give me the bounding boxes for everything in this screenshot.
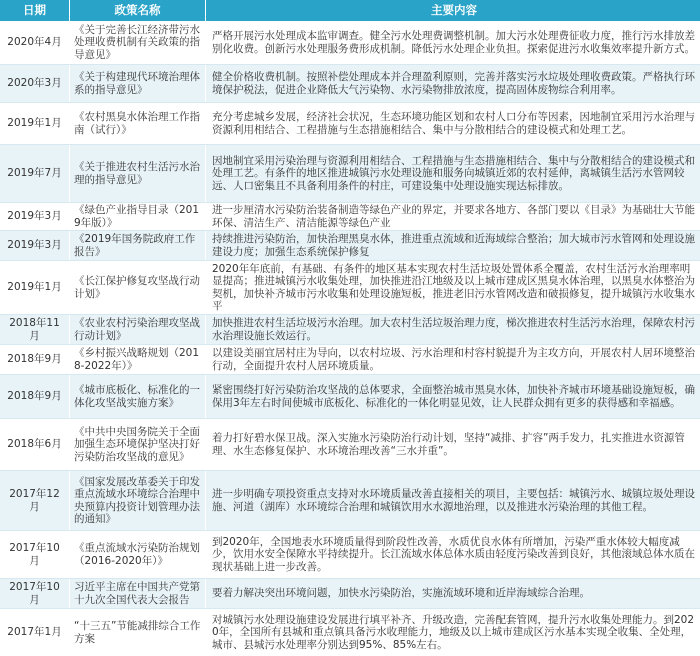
table-row bbox=[0, 203, 700, 231]
policy-name-cell: 《国家发展改革委关于印发重点流域水环境综合治理中央预算内投资计划管理办法的通知》 bbox=[70, 471, 206, 530]
main-content-cell: 进一步明确专项投资重点支持对水环境质量改善直接相关的项目，主要包括：城镇污水、城镇垃圾处理设施、河道（湖库）水环境综合治理和城镇饮用水水源地治理，以及推进水污染治理的其他工程。 bbox=[212, 488, 695, 513]
main-content-cell: 加快推进农村生活垃圾污水治理。加大农村生活垃圾治理力度，梯次推进农村生活污水治理，保障农村污水治理设施长效运行。 bbox=[212, 317, 695, 342]
table-row bbox=[0, 375, 700, 419]
table-row bbox=[0, 345, 700, 375]
date-cell: 2018年11月 bbox=[0, 315, 70, 344]
policy-name-cell: 《关于推进农村生活污水治理的指导意见》 bbox=[70, 145, 206, 202]
date-cell: 2018年6月 bbox=[0, 419, 70, 470]
table-row bbox=[0, 231, 700, 261]
policy-name-cell: 《绿色产业指导目录（2019年版）》 bbox=[70, 203, 206, 230]
table-row bbox=[0, 471, 700, 531]
policy-name-cell: 《乡村振兴战略规划（2018-2022年）》 bbox=[70, 345, 206, 374]
main-content-cell: 严格开展污水处理成本监审调查。健全污水处理费调整机制。加大污水处理费征收力度，推行污水排放差别化收费。创新污水处理服务费形成机制。降低污水处理企业负担。探索促进污水收集效率提升新方式。 bbox=[212, 30, 695, 55]
main-content-cell: 因地制宜采用污染治理与资源利用相结合、工程措施与生态措施相结合、集中与分散相结合的建设模式和处理工艺。有条件的地区推进城镇污水处理设施和服务向城镇近郊的农村延伸，离城镇生活污水管网较远、人口密集且不具备利用条件的村庄，可建设集中处理设施实现达标排放。 bbox=[212, 154, 695, 192]
policy-name-cell: 《关于完善长江经济带污水处理收费机制有关政策的指导意见》 bbox=[70, 21, 206, 64]
date-cell: 2019年1月 bbox=[0, 261, 70, 314]
main-content-cell: 到2020年，全国地表水环境质量得到阶段性改善，水质优良水体有所增加，污染严重水体较大幅度减少，饮用水安全保障水平持续提升。长江流域水体总体水质由轻度污染改善到良好，其他滚域总体水质在现状基础上进一步改善。 bbox=[212, 535, 695, 573]
policy-name-cell: 习近平主席在中国共产党第十九次全国代表大会报告 bbox=[70, 579, 206, 608]
main-content-cell: 充分考虑城乡发展，经济社会状况，生态环境功能区划和农村人口分布等因素，因地制宜采用污水治理与资源利用相结合、工程措施与生态措施相结合、集中与分散相结合的建设模式和处理工艺。 bbox=[212, 111, 695, 136]
header-policy-name: 政策名称 bbox=[70, 0, 206, 21]
policy-name-cell: 《城市底板化、标准化的一体化攻坚战实施方案》 bbox=[70, 375, 206, 418]
date-cell: 2018年9月 bbox=[0, 345, 70, 374]
main-content-cell: 进一步厘清水污染防治装备制造等绿色产业的界定，并要求各地方、各部门要以《目录》为基础壮大节能环保、清洁生产、清洁能源等绿色产业 bbox=[212, 204, 695, 229]
date-cell: 2020年4月 bbox=[0, 21, 70, 64]
date-cell: 2019年3月 bbox=[0, 203, 70, 230]
header-date: 日期 bbox=[0, 0, 70, 21]
date-cell: 2019年3月 bbox=[0, 231, 70, 260]
main-content-cell: 着力打好碧水保卫战。深入实施水污染防治行动计划，坚持“减排、扩容”两手发力，扎实推进水资源管理、水生态修复保护、水环境治理改善“三水并重”。 bbox=[212, 432, 685, 457]
policy-name-cell: 《重点流域水污染防治规划（2016-2020年）》 bbox=[70, 531, 206, 578]
table-row bbox=[0, 609, 700, 656]
main-content-cell: 对城镇污水处理设施建设发展进行填平补齐、升级改造，完善配套管网，提升污水收集处理能力。到2020年，全国所有县城和重点镇具备污水收理能力，地级及以上城市建成区污水基本实现全收集、全处理，城市、县城污水处理率分别达到95%、85%左右。 bbox=[212, 613, 695, 651]
table-header-row bbox=[0, 0, 700, 21]
policy-name-cell: 《2019年国务院政府工作报告》 bbox=[70, 231, 206, 260]
table-row bbox=[0, 531, 700, 579]
policy-name-cell: 《长江保护修复攻坚战行动计划》 bbox=[70, 261, 206, 314]
table-row bbox=[0, 315, 700, 345]
main-content-cell: 以建设美丽宜居村庄为导向，以农村垃圾、污水治理和村容村貌提升为主攻方向，开展农村人居环境整治行动，全面提升农村人居环境质量。 bbox=[212, 347, 695, 372]
date-cell: 2019年7月 bbox=[0, 145, 70, 202]
main-content-cell: 健全价格收费机制。按照补偿处理成本并合理盈利原则，完善并落实污水垃圾处理收费政策。严格执行环境保护税法，促进企业降低大气污染物、水污染物排放浓度，提高固体废物综合利用率。 bbox=[212, 71, 695, 96]
policy-name-cell: “十三五”节能减排综合工作方案 bbox=[70, 609, 206, 656]
table-row bbox=[0, 419, 700, 471]
date-cell: 2018年9月 bbox=[0, 375, 70, 418]
policy-name-cell: 《中共中央国务院关于全面加强生态环境保护坚决打好污染防治攻坚战的意见》 bbox=[70, 419, 206, 470]
main-content-cell: 紧密围绕打好污染防治攻坚战的总体要求，全面整治城市黑臭水体，加快补齐城市环境基础设施短板，确保用3年左右时间使城市底板化、标准化的一体化明显见效，让人民群众拥有更多的获得感和幸福感。 bbox=[212, 384, 695, 409]
date-cell: 2017年10月 bbox=[0, 531, 70, 578]
main-content-cell: 2020年年底前，有基础、有条件的地区基本实现农村生活垃圾处置体系全覆盖，农村生活污水治理率明显提高；推进城镇污水收集处理，加快推进沿江地级及以上城市建成区黑臭水体治理，以黑臭水体整治为契机，加快补齐城市污水收集和处理设施短板，推进老旧污水管网改造和破损修复，提升城镇污水收集水平 bbox=[212, 262, 695, 312]
date-cell: 2017年1月 bbox=[0, 609, 70, 656]
table-row bbox=[0, 145, 700, 203]
table-row bbox=[0, 65, 700, 103]
policy-name-cell: 《农村黑臭水体治理工作指南（试行）》 bbox=[70, 103, 206, 144]
table-row bbox=[0, 579, 700, 609]
date-cell: 2020年3月 bbox=[0, 65, 70, 102]
main-content-cell: 持续推进污染防治，加快治理黑臭水体，推进重点流域和近海域综合整治；加大城市污水管网和处理设施建设力度；加强生态系统保护修复 bbox=[212, 233, 695, 258]
policy-name-cell: 《农业农村污染治理攻坚战行动计划》 bbox=[70, 315, 206, 344]
header-main-content: 主要内容 bbox=[431, 3, 477, 18]
table-row bbox=[0, 261, 700, 315]
date-cell: 2017年10月 bbox=[0, 579, 70, 608]
table-row bbox=[0, 21, 700, 65]
table-row bbox=[0, 103, 700, 145]
date-cell: 2019年1月 bbox=[0, 103, 70, 144]
date-cell: 2017年12月 bbox=[0, 471, 70, 530]
main-content-cell: 要着力解决突出环境问题，加快水污染防治，实施流域环境和近岸海域综合治理。 bbox=[212, 587, 590, 600]
policy-name-cell: 《关于构建现代环境治理体系的指导意见》 bbox=[70, 65, 206, 102]
